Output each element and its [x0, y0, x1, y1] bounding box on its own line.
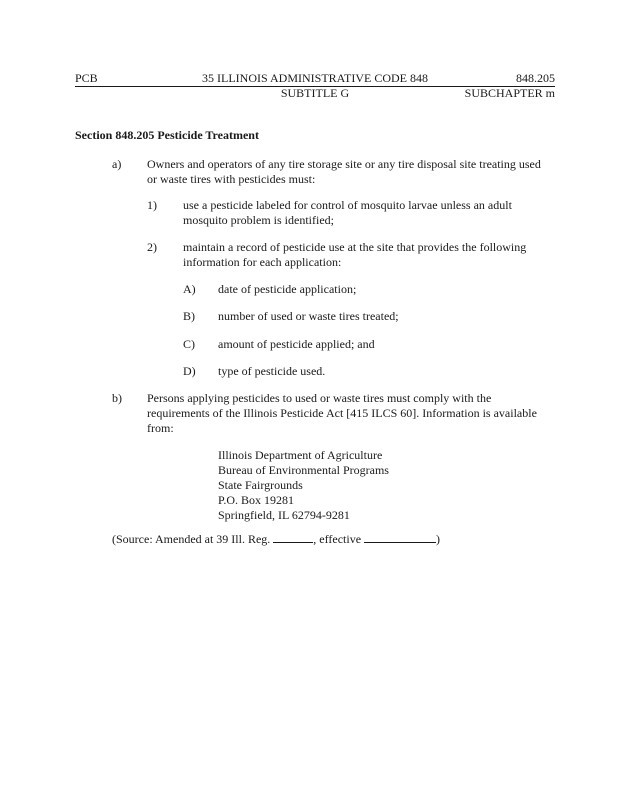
source-suffix: ): [436, 532, 441, 546]
header-subtitle: SUBTITLE G: [280, 86, 350, 100]
subsection-a-marker: a): [112, 157, 122, 171]
subitem-a-marker: A): [183, 282, 196, 296]
subsection-b-marker: b): [112, 391, 122, 405]
running-subheader: [75, 86, 555, 101]
subitem-b-marker: B): [183, 309, 195, 323]
subsection-b-text: Persons applying pesticides to used or waste tires must comply with the requirements of the Illinois Pesticide Act [415 ILCS 60]. Information is available from:: [147, 391, 537, 435]
header-subchapter: SUBCHAPTER m: [464, 86, 555, 100]
address-line: Illinois Department of Agriculture: [218, 448, 383, 462]
item-1-marker: 1): [147, 198, 157, 212]
running-header: [75, 71, 555, 87]
header-section-number: 848.205: [516, 71, 555, 85]
source-note: [112, 530, 440, 547]
subsection-a-text: Owners and operators of any tire storage site or any tire disposal site treating used or waste tires with pesticides must:: [147, 157, 541, 186]
effective-date-blank: [364, 530, 436, 543]
register-blank: [273, 530, 313, 543]
address-line: State Fairgrounds: [218, 478, 303, 492]
item-2-marker: 2): [147, 240, 157, 254]
item-2-text: maintain a record of pesticide use at the site that provides the following information for each application:: [183, 240, 527, 269]
agency-address: [218, 448, 389, 523]
item-1-text: use a pesticide labeled for control of mosquito larvae unless an adult mosquito problem is identified;: [183, 198, 512, 227]
address-line: Bureau of Environmental Programs: [218, 463, 389, 477]
address-line: P.O. Box 19281: [218, 493, 295, 507]
subitem-c-marker: C): [183, 337, 195, 351]
address-line: Springfield, IL 62794-9281: [218, 508, 350, 522]
section-title: Section 848.205 Pesticide Treatment: [75, 128, 259, 142]
header-agency: PCB: [75, 71, 98, 85]
subitem-a-text: date of pesticide application;: [218, 282, 357, 296]
header-code-title: 35 ILLINOIS ADMINISTRATIVE CODE 848: [202, 71, 428, 85]
source-middle: , effective: [313, 532, 365, 546]
subitem-d-text: type of pesticide used.: [218, 364, 326, 378]
subitem-d-marker: D): [183, 364, 196, 378]
subitem-c-text: amount of pesticide applied; and: [218, 337, 375, 351]
source-prefix: (Source: Amended at 39 Ill. Reg.: [112, 532, 274, 546]
subitem-b-text: number of used or waste tires treated;: [218, 309, 399, 323]
